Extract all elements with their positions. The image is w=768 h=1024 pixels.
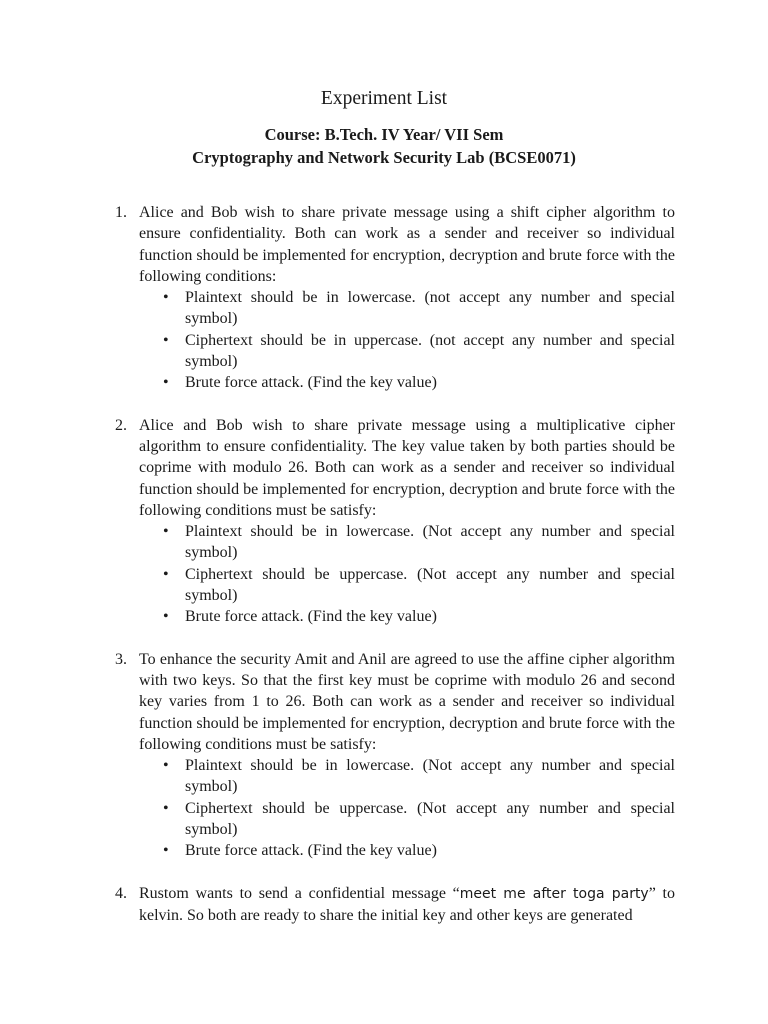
condition-item (163, 521, 675, 564)
course-heading: Course: B.Tech. IV Year/ VII Sem (264, 125, 504, 144)
experiment-description: Alice and Bob wish to share private message using a shift cipher algorithm to ensure confidentiality. Both can work as a sender and receiver so individual function should be implemented for encryption, decryption and brute force with the following conditions: (139, 204, 675, 285)
condition-text: Ciphertext should be uppercase. (Not accept any number and special symbol) (185, 799, 675, 839)
experiment-description: To enhance the security Amit and Anil are agreed to use the affine cipher algorithm with two keys. So that the first key must be coprime with modulo 26 and second key varies from 1 to 26. Both can work as a sender and receiver so individual function should be implemented for encryption, decryption and brute force with the following conditions must be satisfy: (139, 650, 675, 753)
experiment-number: 3. (115, 650, 127, 668)
condition-item (163, 287, 675, 330)
experiment-item (0, 883, 768, 927)
condition-text: Ciphertext should be uppercase. (Not accept any number and special symbol) (185, 565, 675, 605)
condition-item (163, 330, 675, 373)
condition-text: Brute force attack. (Find the key value) (185, 842, 437, 860)
condition-text: Plaintext should be in lowercase. (Not accept any number and special symbol) (185, 523, 675, 562)
experiment-item (0, 415, 768, 628)
document-title: Experiment List (320, 88, 448, 109)
bullet-icon: • (163, 608, 169, 626)
quoted-message: meet me after toga party (459, 885, 649, 902)
bullet-icon: • (163, 757, 169, 775)
condition-item (163, 798, 675, 841)
condition-list (139, 755, 675, 861)
condition-text: Brute force attack. (Find the key value) (185, 608, 437, 626)
condition-text: Brute force attack. (Find the key value) (185, 374, 437, 392)
experiment-description (139, 883, 675, 927)
bullet-icon: • (163, 799, 169, 817)
condition-list (139, 521, 675, 627)
bullet-icon: • (163, 331, 169, 349)
experiment-number: 1. (115, 204, 127, 221)
experiment-list (0, 202, 768, 947)
condition-list (139, 287, 675, 393)
bullet-icon: • (163, 523, 169, 541)
experiment-description: Alice and Bob wish to share private message using a multiplicative cipher algorithm to ensure confidentiality. The key value taken by both parties should be coprime with modulo 26. Both can work as a sender and receiver so individual function should be implemented for encryption, decryption and brute force with the following conditions must be satisfy: (139, 416, 675, 519)
condition-item (163, 564, 675, 607)
condition-text: Plaintext should be in lowercase. (Not accept any number and special symbol) (185, 757, 675, 796)
condition-item (163, 606, 675, 627)
condition-item (163, 372, 675, 393)
condition-text: Ciphertext should be in uppercase. (not accept any number and special symbol) (185, 331, 675, 371)
experiment-number: 2. (115, 416, 127, 434)
condition-text: Plaintext should be in lowercase. (not accept any number and special symbol) (185, 289, 675, 328)
bullet-icon: • (163, 374, 169, 392)
condition-item (163, 755, 675, 798)
bullet-icon: • (163, 842, 169, 860)
description-text-end: ” to kelvin. So both are ready to share the initial key and other keys are generated (139, 884, 676, 924)
experiment-item (0, 649, 768, 862)
description-text-start: Rustom wants to send a confidential message “ (139, 884, 460, 902)
condition-item (163, 840, 675, 861)
experiment-number: 4. (115, 884, 127, 902)
bullet-icon: • (163, 289, 169, 307)
bullet-icon: • (163, 565, 169, 583)
lab-heading: Cryptography and Network Security Lab (BCSE0071) (192, 148, 576, 167)
experiment-item (0, 202, 768, 394)
